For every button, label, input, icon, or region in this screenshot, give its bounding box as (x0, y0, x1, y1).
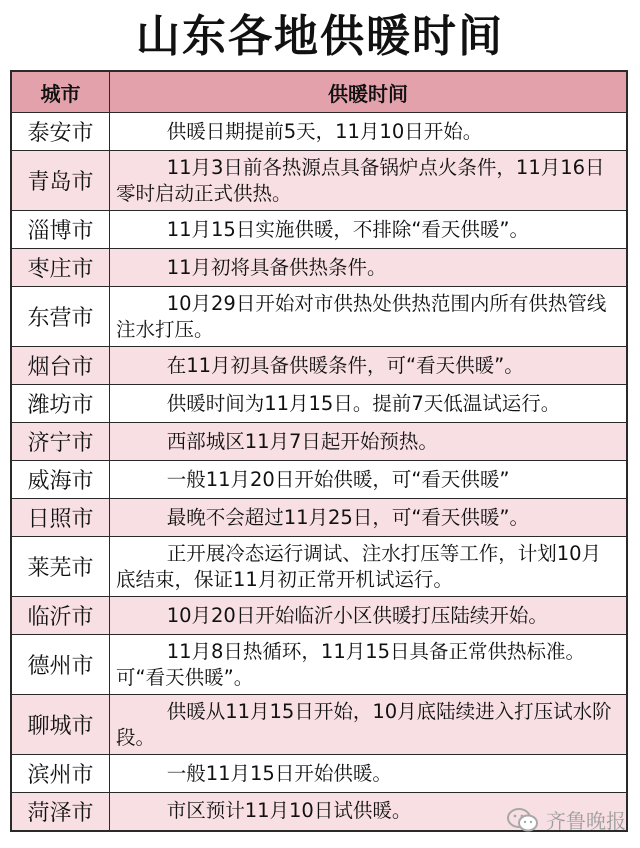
city-cell: 菏泽市 (11, 793, 110, 831)
time-cell: 一般11月20日开始供暖，可“看天供暖” (110, 461, 628, 499)
table-row (11, 695, 627, 755)
city-cell: 淄博市 (11, 211, 110, 249)
city-cell: 滨州市 (11, 755, 110, 793)
time-cell: 供暖时间为11月15日。提前7天低温试运行。 (110, 385, 628, 423)
table-row (11, 461, 627, 499)
time-cell: 一般11月15日开始供暖。 (110, 755, 628, 793)
time-cell: 供暖日期提前5天，11月10日开始。 (110, 113, 628, 151)
header-city: 城市 (11, 71, 110, 113)
city-cell: 东营市 (11, 287, 110, 347)
city-cell: 潍坊市 (11, 385, 110, 423)
table-row (11, 635, 627, 695)
page-title: 山东各地供暖时间 (136, 11, 504, 62)
table-row (11, 151, 627, 211)
table-row (11, 249, 627, 287)
watermark-text: 齐鲁晚报 (546, 809, 626, 833)
city-cell: 泰安市 (11, 113, 110, 151)
time-cell: 11月8日热循环，11月15日具备正常供热标准。可“看天供暖”。 (110, 635, 628, 695)
time-cell: 在11月初具备供暖条件，可“看天供暖”。 (110, 347, 628, 385)
city-cell: 青岛市 (11, 151, 110, 211)
city-cell: 莱芜市 (11, 537, 110, 597)
time-cell: 正开展冷态运行调试、注水打压等工作，计划10月底结束，保证11月初正常开机试运行。 (110, 537, 628, 597)
time-cell: 11月15日实施供暖，不排除“看天供暖”。 (110, 211, 628, 249)
time-cell: 供暖从11月15日开始，10月底陆续进入打压试水阶段。 (110, 695, 628, 755)
heating-schedule-table (10, 70, 628, 832)
table-header-row (11, 71, 627, 113)
city-cell: 济宁市 (11, 423, 110, 461)
table-row (11, 287, 627, 347)
table-row (11, 423, 627, 461)
time-cell: 10月20日开始临沂小区供暖打压陆续开始。 (110, 597, 628, 635)
city-cell: 烟台市 (11, 347, 110, 385)
time-cell: 西部城区11月7日起开始预热。 (110, 423, 628, 461)
table-row (11, 499, 627, 537)
watermark (506, 805, 626, 834)
table-row (11, 597, 627, 635)
city-cell: 德州市 (11, 635, 110, 695)
city-cell: 聊城市 (11, 695, 110, 755)
wechat-icon (506, 807, 540, 833)
time-cell: 11月初将具备供热条件。 (110, 249, 628, 287)
city-cell: 枣庄市 (11, 249, 110, 287)
city-cell: 日照市 (11, 499, 110, 537)
table-row (11, 385, 627, 423)
table-row (11, 347, 627, 385)
table-row (11, 755, 627, 793)
city-cell: 威海市 (11, 461, 110, 499)
time-cell: 10月29日开始对市供热处供热范围内所有供热管线注水打压。 (110, 287, 628, 347)
time-cell: 市区预计11月10日试供暖。 (110, 793, 628, 831)
table-row (11, 537, 627, 597)
table-row (11, 113, 627, 151)
time-cell: 最晚不会超过11月25日，可“看天供暖”。 (110, 499, 628, 537)
time-cell: 11月3日前各热源点具备锅炉点火条件，11月16日零时启动正式供热。 (110, 151, 628, 211)
header-heating-time: 供暖时间 (110, 71, 628, 113)
city-cell: 临沂市 (11, 597, 110, 635)
table-row (11, 211, 627, 249)
